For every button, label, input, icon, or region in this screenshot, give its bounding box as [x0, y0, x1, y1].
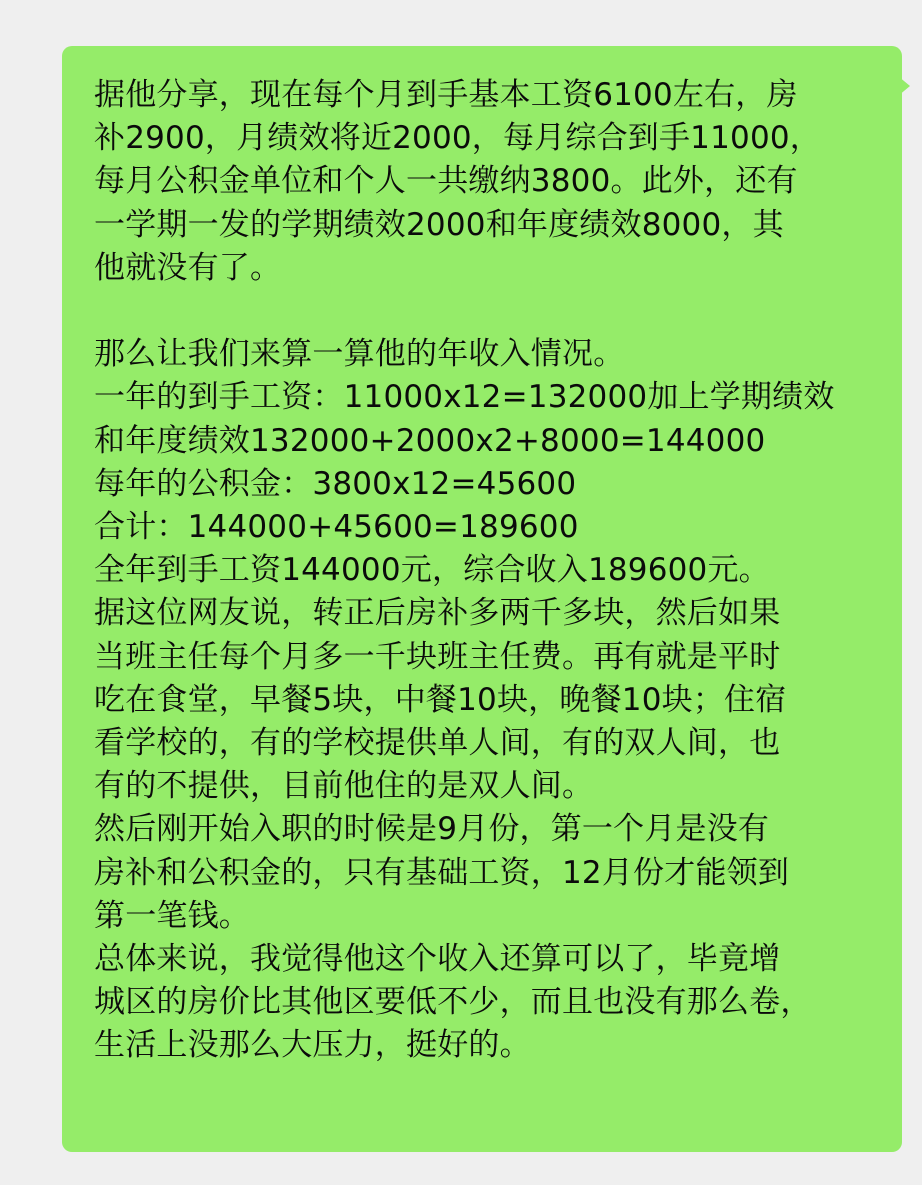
message-line: 城区的房价比其他区要低不少，而且也没有那么卷， — [94, 984, 812, 1021]
message-line: 有的不提供，目前他住的是双人间。 — [94, 768, 594, 805]
message-blank-line — [94, 290, 876, 333]
chat-message-bubble[interactable] — [62, 46, 902, 1152]
message-line: 他就没有了。 — [94, 249, 282, 286]
message-line: 一年的到手工资：11000x12=132000加上学期绩效 — [94, 379, 835, 416]
message-line: 总体来说，我觉得他这个收入还算可以了，毕竟增 — [94, 941, 781, 978]
message-line: 生活上没那么大压力，挺好的。 — [94, 1027, 531, 1064]
message-line: 据这位网友说，转正后房补多两千多块，然后如果 — [94, 595, 781, 632]
message-line: 第一笔钱。 — [94, 897, 250, 934]
message-line: 每年的公积金：3800x12=45600 — [94, 465, 577, 502]
message-line: 那么让我们来算一算他的年收入情况。 — [94, 336, 625, 373]
message-line: 每月公积金单位和个人一共缴纳3800。此外，还有 — [94, 163, 798, 200]
message-line: 一学期一发的学期绩效2000和年度绩效8000，其 — [94, 206, 784, 243]
message-line: 补2900，月绩效将近2000，每月综合到手11000， — [94, 120, 821, 157]
message-line: 吃在食堂，早餐5块，中餐10块，晚餐10块；住宿 — [94, 681, 787, 718]
message-line: 看学校的，有的学校提供单人间，有的双人间，也 — [94, 725, 781, 762]
message-line: 当班主任每个月多一千块班主任费。再有就是平时 — [94, 638, 781, 675]
message-line: 据他分享，现在每个月到手基本工资6100左右，房 — [94, 77, 798, 113]
message-line: 然后刚开始入职的时候是9月份，第一个月是没有 — [94, 811, 770, 848]
message-line: 和年度绩效132000+2000x2+8000=144000 — [94, 422, 766, 459]
message-line: 全年到手工资144000元，综合收入189600元。 — [94, 552, 770, 589]
message-line: 合计：144000+45600=189600 — [94, 509, 579, 546]
message-line: 房补和公积金的，只有基础工资，12月份才能领到 — [94, 854, 790, 891]
